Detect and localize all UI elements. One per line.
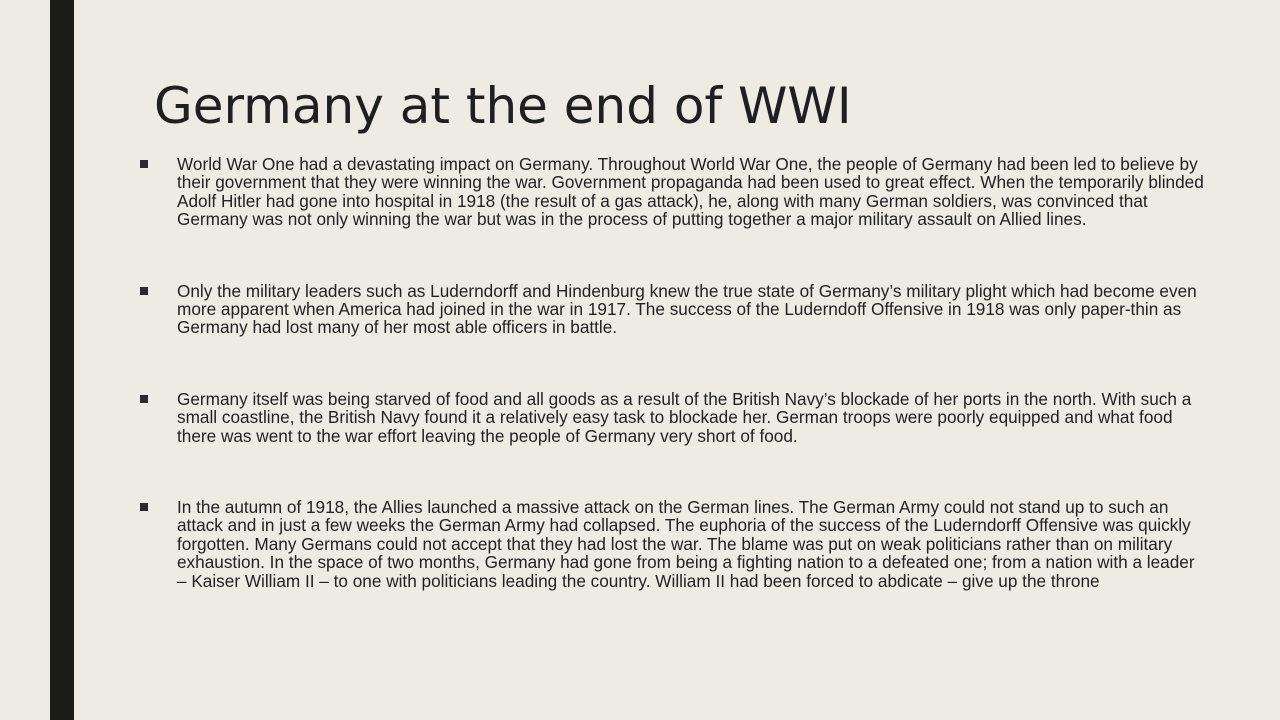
square-bullet-icon [140, 395, 148, 403]
bullet-item [138, 390, 1208, 445]
bullet-item [138, 155, 1208, 229]
bullet-text: In the autumn of 1918, the Allies launched a massive attack on the German lines. The German Army could not stand up to such an attack and in just a few weeks the German Army had collapsed. The euphoria of the success of the Luderndorff Offensive was quickly forgotten. Many Germans could not accept that they had lost the war. The blame was put on weak politicians rather than on military exhaustion. In the space of two months, Germany had gone from being a fighting nation to a defeated one; from a nation with a leader – Kaiser William II – to one with politicians leading the country. William II had been forced to abdicate – give up the throne [177, 497, 1195, 591]
slide-title: Germany at the end of WWI [154, 77, 852, 135]
bullet-text: Only the military leaders such as Luderndorff and Hindenburg knew the true state of Germany’s military plight which had become even more apparent when America had joined in the war in 1917. The success of the Luderndoff Offensive in 1918 was only paper-thin as Germany had lost many of her most able officers in battle. [177, 280, 1197, 338]
bullet-text: World War One had a devastating impact on Germany. Throughout World War One, the people of Germany had been led to believe by their government that they were winning the war. Government propaganda had been used to great effect. When the temporarily blinded Adolf Hitler had gone into hospital in 1918 (the result of a gas attack), he, along with many German soldiers, was convinced that Germany was not only winning the war but was in the process of putting together a major military assault on Allied lines. [177, 154, 1204, 230]
square-bullet-icon [140, 160, 148, 168]
bullet-list [138, 155, 1208, 590]
left-accent-bar [50, 0, 74, 720]
bullet-item [138, 498, 1208, 590]
square-bullet-icon [140, 287, 148, 295]
square-bullet-icon [140, 503, 148, 511]
bullet-text: Germany itself was being starved of food and all goods as a result of the British Navy’s blockade of her ports in the north. With such a small coastline, the British Navy found it a relatively easy task to blockade her. German troops were poorly equipped and what food there was went to the war effort leaving the people of Germany very short of food. [177, 388, 1192, 446]
bullet-item [138, 282, 1208, 337]
